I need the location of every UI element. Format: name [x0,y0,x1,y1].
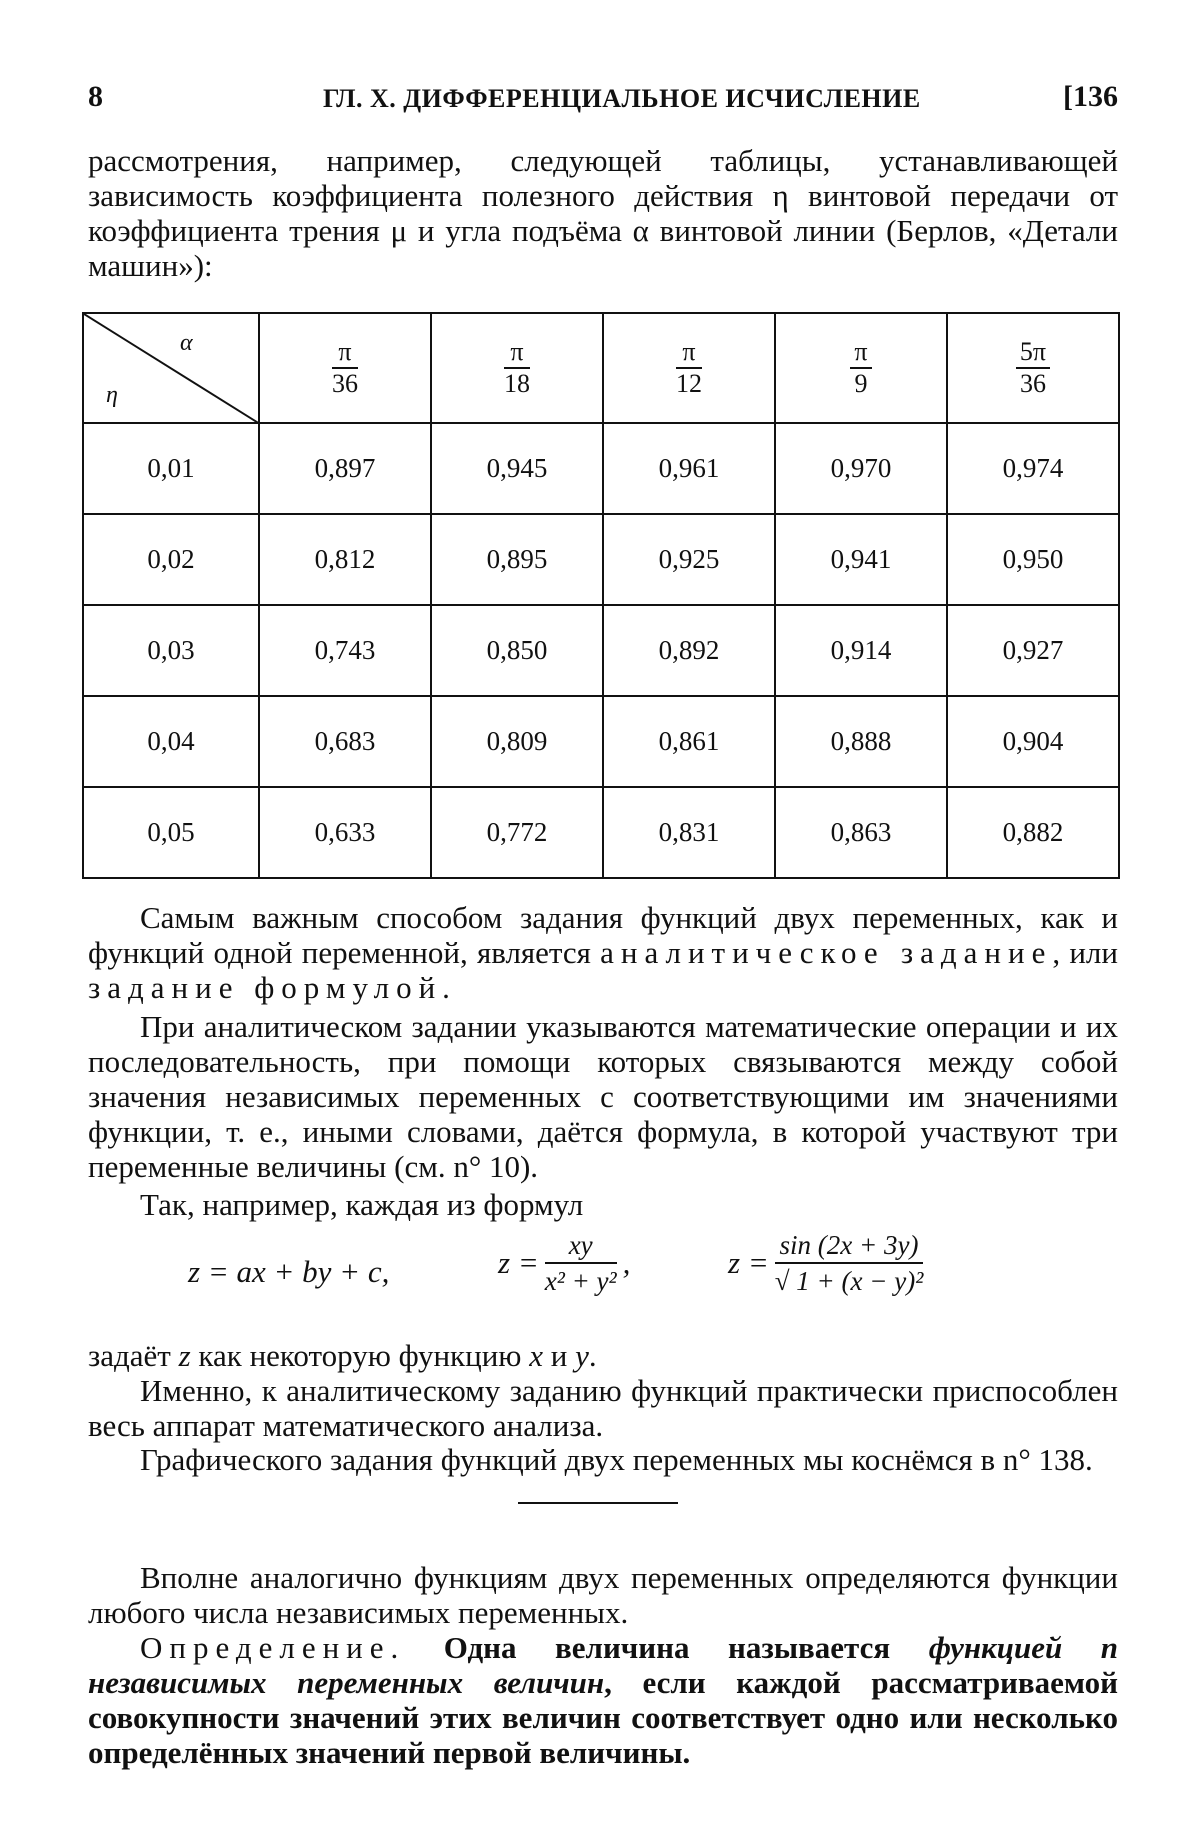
row-label: 0,01 [83,423,259,514]
row-label: 0,05 [83,787,259,878]
table-cell: 0,892 [603,605,775,696]
table-cell: 0,812 [259,514,431,605]
paragraph-graphic: Графического задания функций двух переменных мы коснёмся в n° 138. [140,1442,1093,1477]
table-cell: 0,927 [947,605,1119,696]
definition-term: функцией n независимых переменных величин [88,1630,1118,1700]
efficiency-table [82,312,1120,879]
table-cell: 0,897 [259,423,431,514]
corner-col-label: α [180,330,193,356]
table-cell: 0,772 [431,787,603,878]
section-number: [136 [1063,80,1118,113]
column-header: $\frac{5\pi}{36}$ [947,313,1119,423]
emphasis-analytic: аналитическое задание [600,935,1053,970]
column-header: $\frac{\pi}{12}$ [603,313,775,423]
running-title: ГЛ. X. ДИФФЕРЕНЦИАЛЬНОЕ ИСЧИСЛЕНИЕ [323,84,921,113]
row-label: 0,02 [83,514,259,605]
column-header: $\frac{\pi}{18}$ [431,313,603,423]
table-cell: 0,633 [259,787,431,878]
definition-paragraph: Определение. Одна величина называется функцией n независимых переменных величин, если каждой рассматриваемой совокупности значений этих величин соответствует одно или несколько определённых значений первой величины. [88,1630,1118,1770]
formula-linear: z = ax + by + c, [188,1254,390,1289]
row-label: 0,04 [83,696,259,787]
section-divider [518,1502,678,1504]
formula-rational: z = $\frac{xy}{\text{x² + y²}}$ , [498,1230,631,1296]
table-cell: 0,895 [431,514,603,605]
formula-block [88,1228,1118,1318]
table-corner-cell [83,313,259,423]
paragraph-analytic: Самым важным способом задания функций двух переменных, как и функций одной переменной, является аналитическое задание, или задание формулой. [88,900,1118,1005]
table-cell: 0,683 [259,696,431,787]
table-row [83,696,1119,787]
table-row [83,423,1119,514]
table-cell: 0,882 [947,787,1119,878]
corner-row-label: η [106,382,118,408]
table-cell: 0,850 [431,605,603,696]
table-cell: 0,974 [947,423,1119,514]
table-cell: 0,961 [603,423,775,514]
page-number: 8 [88,80,103,113]
table-cell: 0,904 [947,696,1119,787]
emphasis-formula: задание формулой [88,970,443,1005]
column-header: $\frac{\pi}{36}$ [259,313,431,423]
column-header: $\frac{\pi}{9}$ [775,313,947,423]
table-cell: 0,950 [947,514,1119,605]
formula-sine: z = $\frac{\sin (2x + 3y)}{\text{√ 1 + (x − y)²}}$ [728,1230,924,1296]
table-cell: 0,831 [603,787,775,878]
table-cell: 0,863 [775,787,947,878]
page-header [88,80,1118,120]
table-header-row [83,313,1119,423]
table-cell: 0,809 [431,696,603,787]
table-row [83,514,1119,605]
table-row [83,605,1119,696]
paragraph-apparatus: Именно, к аналитическому заданию функций практически приспособлен весь аппарат математического анализа. [88,1373,1118,1443]
intro-paragraph: рассмотрения, например, следующей таблицы, устанавливающей зависимость коэффициента полезного действия η винтовой передачи от коэффициента трения μ и угла подъёма α винтовой линии (Берлов, «Детали машин»): [88,143,1118,283]
table-cell: 0,888 [775,696,947,787]
table-cell: 0,743 [259,605,431,696]
paragraph-operations: При аналитическом задании указываются математические операции и их последовательность, при помощи которых связываются между собой значения независимых переменных с соответствующими им значениями функции, т. е., иными словами, даётся формула, в которой участвуют три переменные величины (см. n° 10). [88,1009,1118,1184]
table-cell: 0,970 [775,423,947,514]
paragraph-n-variables: Вполне аналогично функциям двух переменных определяются функции любого числа независимых переменных. [88,1560,1118,1630]
table-cell: 0,861 [603,696,775,787]
table-cell: 0,914 [775,605,947,696]
table-cell: 0,925 [603,514,775,605]
row-label: 0,03 [83,605,259,696]
paragraph-defines: задаёт z как некоторую функцию x и y. [88,1338,597,1373]
definition-label: Определение. [140,1630,406,1665]
table-row [83,787,1119,878]
paragraph-example: Так, например, каждая из формул [140,1187,584,1222]
table-cell: 0,945 [431,423,603,514]
table-cell: 0,941 [775,514,947,605]
